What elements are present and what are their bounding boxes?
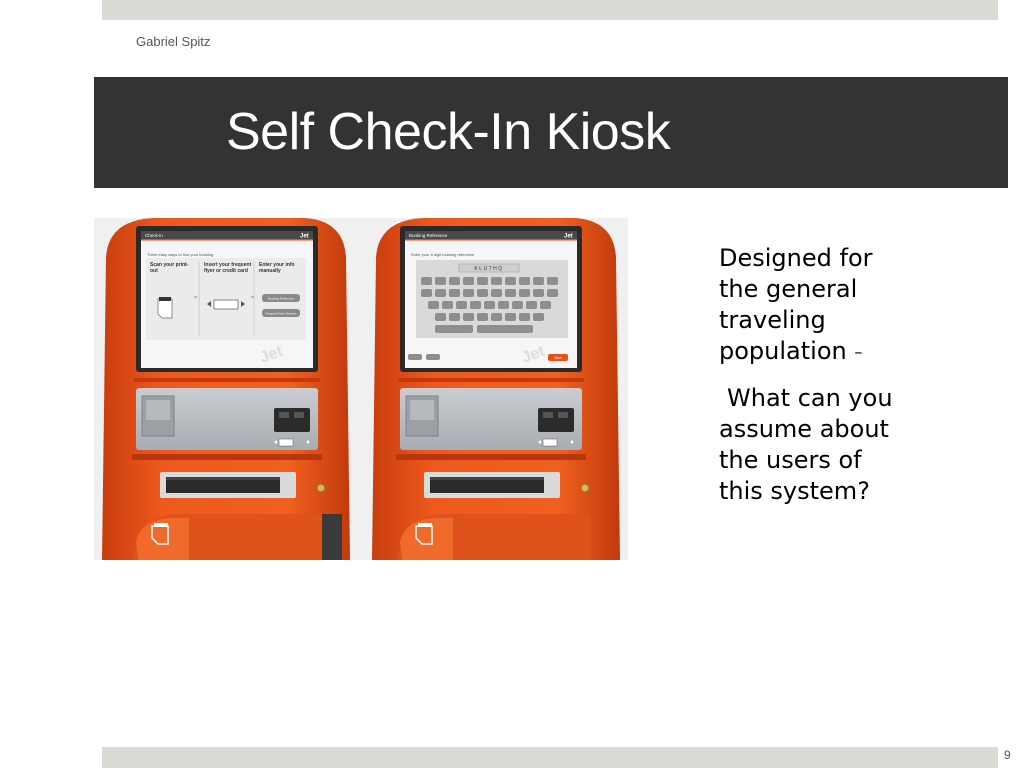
scan-printout-icon bbox=[158, 297, 172, 318]
frequent-flyer-label: Frequent Flyer Number bbox=[265, 311, 297, 316]
kiosk-left-option3: Enter your info manually bbox=[259, 262, 295, 274]
svg-text:Jet: Jet bbox=[519, 342, 548, 367]
kiosk-left-header: Check-in bbox=[145, 233, 163, 238]
page-number: 9 bbox=[1004, 748, 1011, 762]
kiosk-left bbox=[102, 218, 350, 560]
kiosk-left-instruction: Three easy ways to find your booking bbox=[147, 252, 214, 257]
kiosk-photo bbox=[94, 218, 628, 560]
kiosk-right-brand: Jet bbox=[564, 233, 573, 240]
bottom-band bbox=[102, 747, 998, 768]
bullet-1 bbox=[719, 243, 909, 368]
or-label-1: or bbox=[194, 295, 198, 299]
slide-body bbox=[719, 243, 909, 507]
slide-title: Self Check-In Kiosk bbox=[226, 103, 671, 161]
next-button-label: Next bbox=[554, 356, 562, 361]
booking-reference-label: Booking Reference bbox=[268, 296, 294, 301]
clear-button[interactable] bbox=[426, 354, 440, 360]
svg-text:Jet: Jet bbox=[257, 342, 286, 367]
author-name: Gabriel Spitz bbox=[136, 34, 211, 49]
kiosk-right bbox=[372, 218, 620, 560]
booking-code-value: KLUTHQ bbox=[474, 266, 504, 272]
bullet-2: What can you assume about the users of this system? bbox=[719, 383, 893, 505]
or-label-2: or bbox=[251, 295, 255, 299]
back-button[interactable] bbox=[408, 354, 422, 360]
dash-separator: – bbox=[854, 342, 863, 362]
kiosk-right-header: Booking Reference bbox=[409, 233, 448, 238]
kiosk-left-option2: Insert your frequent flyer or credit card bbox=[204, 262, 252, 274]
kiosk-illustration bbox=[94, 218, 628, 560]
top-band bbox=[102, 0, 998, 20]
kiosk-left-brand: Jet bbox=[300, 233, 309, 240]
kiosk-left-option1: Scan your print-out bbox=[150, 262, 189, 274]
kiosk-right-instruction: Enter your 6 digit booking reference bbox=[411, 252, 475, 257]
bullet-1-text: Designed for the general traveling population bbox=[719, 244, 873, 365]
